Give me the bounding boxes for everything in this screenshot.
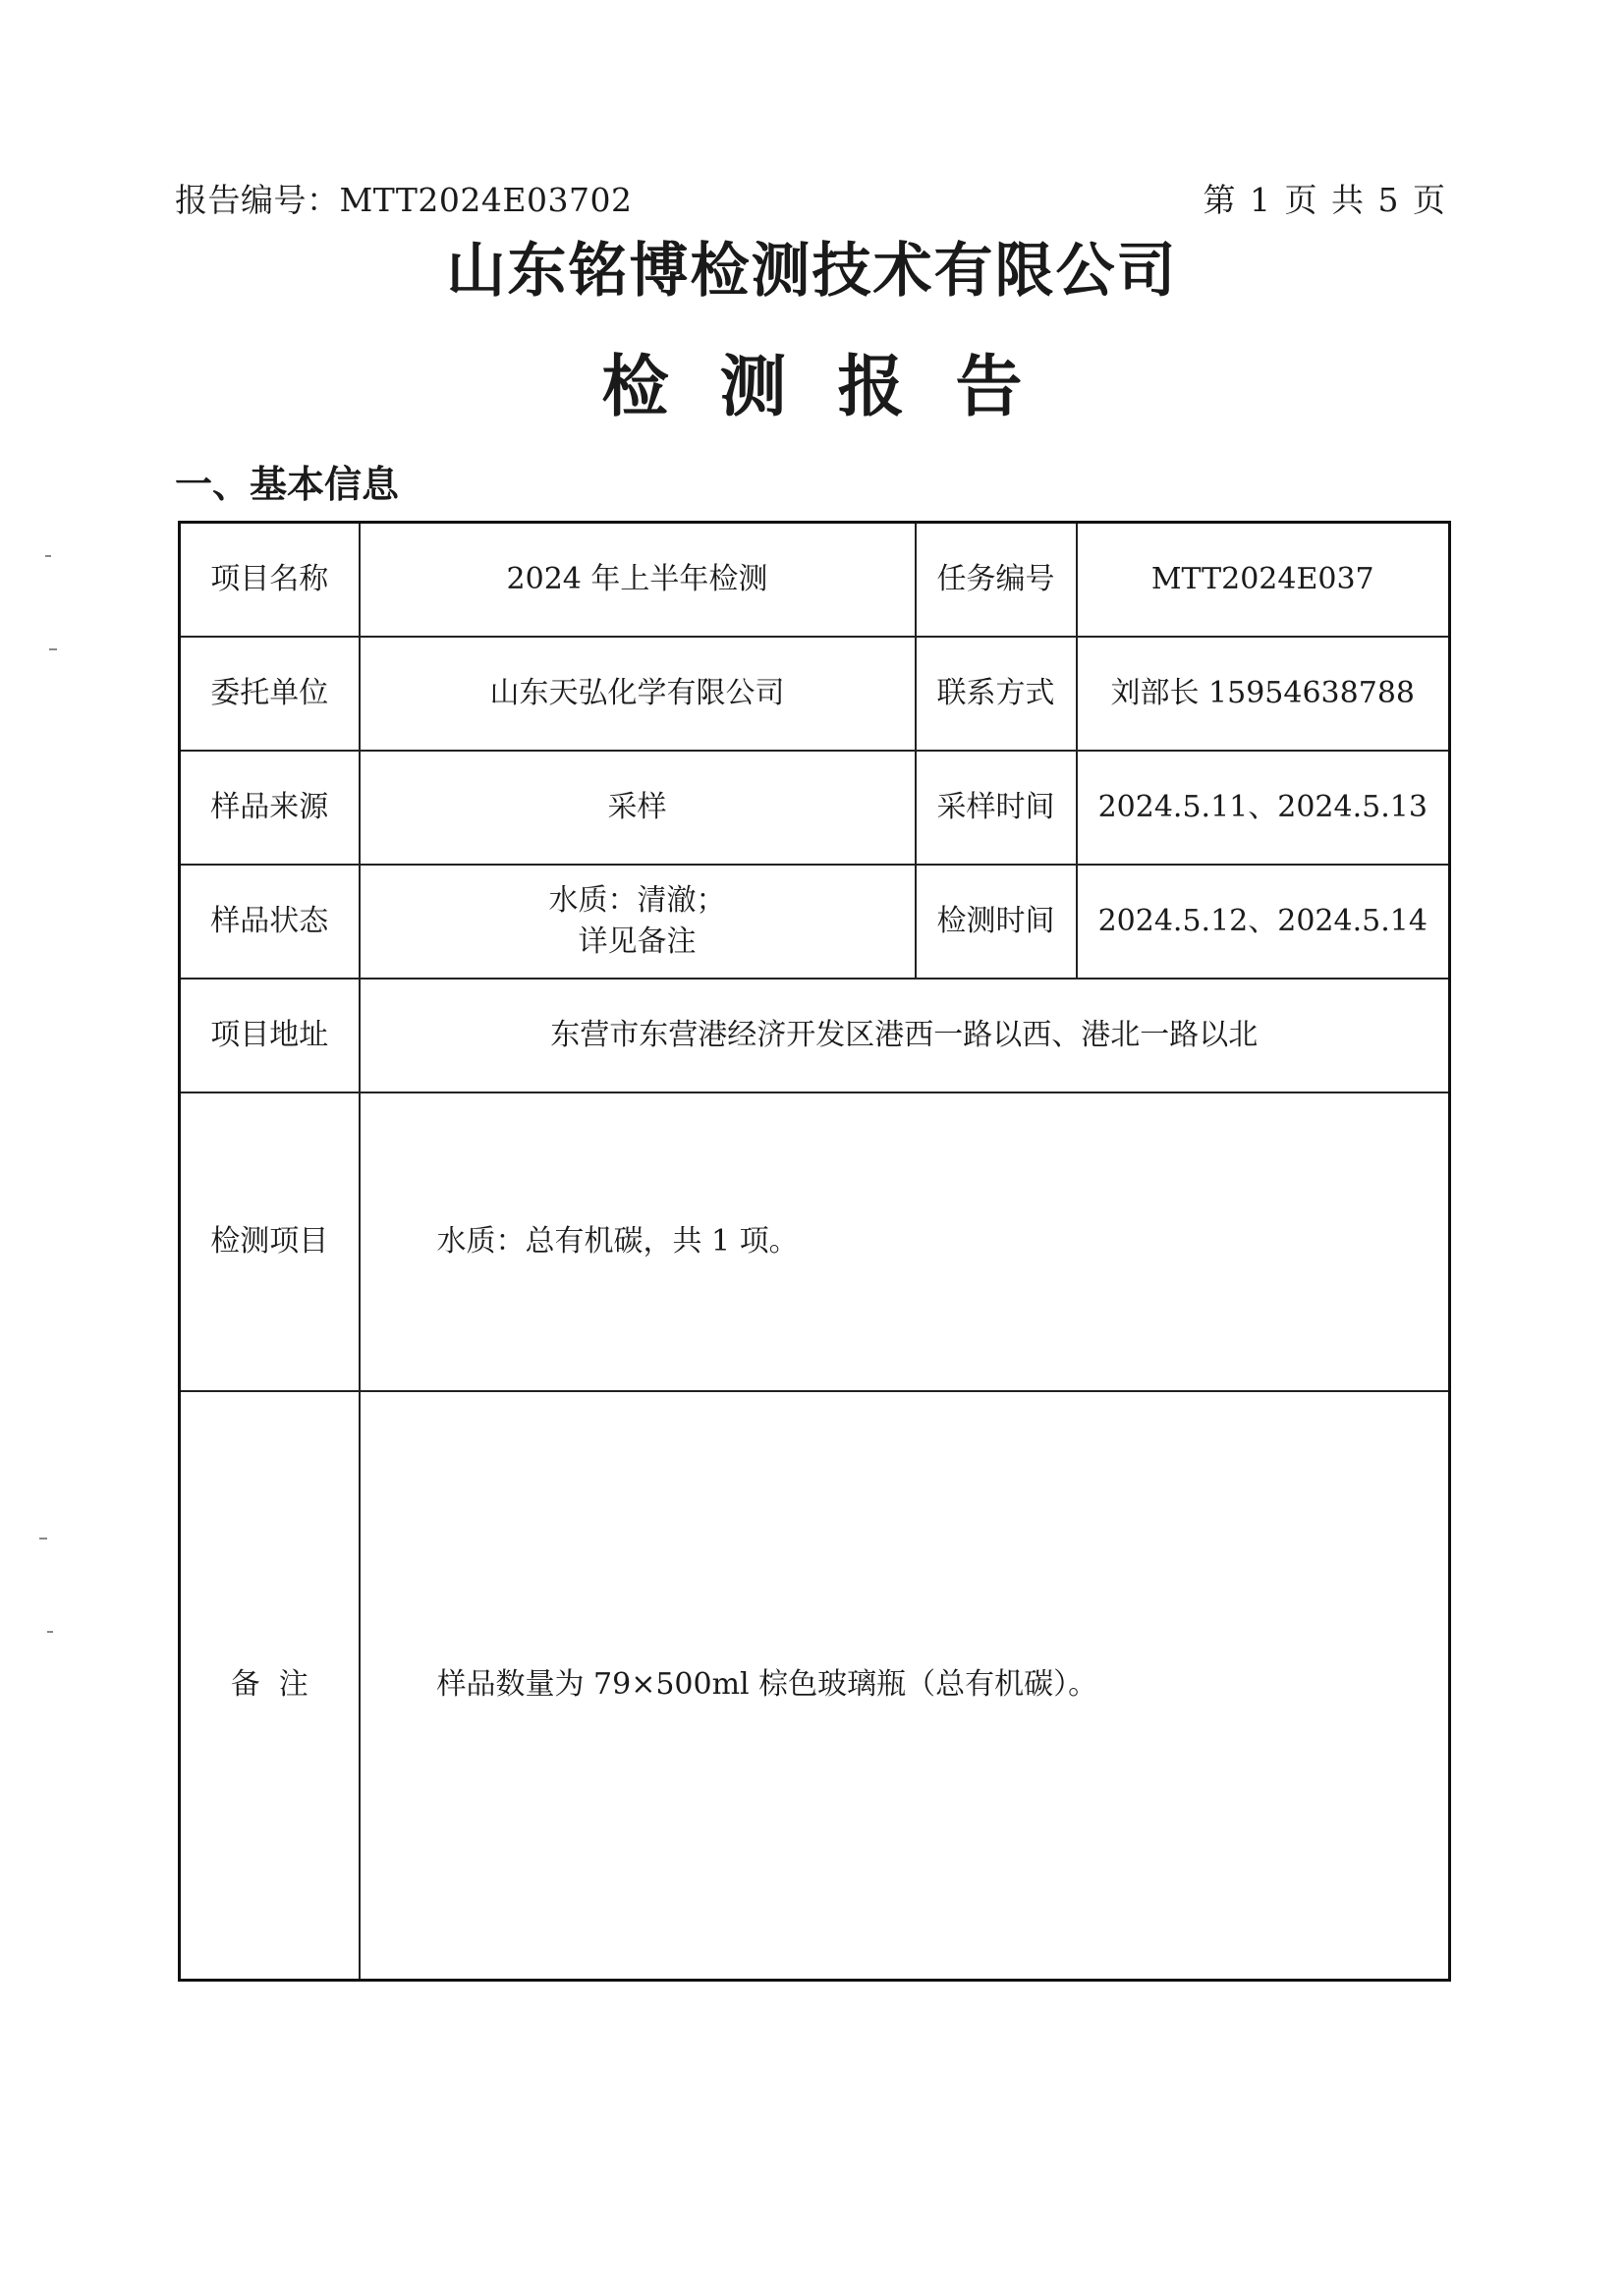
sample-source-label: 样品来源 xyxy=(180,751,360,865)
sample-state-label: 样品状态 xyxy=(180,865,360,979)
row-remarks xyxy=(180,1391,1450,1981)
row-client xyxy=(180,637,1450,751)
sample-source-value: 采样 xyxy=(360,751,916,865)
scan-mark xyxy=(39,1538,47,1540)
sample-state-line2: 详见备注 xyxy=(578,924,697,959)
task-no-value: MTT2024E037 xyxy=(1077,523,1450,637)
contact-value: 刘部长 15954638788 xyxy=(1077,637,1450,751)
basic-info-table xyxy=(178,521,1451,1982)
task-no-label: 任务编号 xyxy=(916,523,1077,637)
address-label: 项目地址 xyxy=(180,979,360,1092)
address-value: 东营市东营港经济开发区港西一路以西、港北一路以北 xyxy=(360,979,1450,1092)
sample-state-value xyxy=(360,865,916,979)
scan-mark xyxy=(49,648,57,650)
row-project-name xyxy=(180,523,1450,637)
scan-mark xyxy=(45,555,51,557)
remarks-value: 样品数量为 79×500ml 棕色玻璃瓶（总有机碳）。 xyxy=(360,1391,1450,1981)
row-sample-state xyxy=(180,865,1450,979)
row-address xyxy=(180,979,1450,1092)
test-time-value: 2024.5.12、2024.5.14 xyxy=(1077,865,1450,979)
project-name-value: 2024 年上半年检测 xyxy=(360,523,916,637)
test-time-label: 检测时间 xyxy=(916,865,1077,979)
sample-state-line1: 水质：清澈； xyxy=(548,882,726,918)
project-name-label: 项目名称 xyxy=(180,523,360,637)
scan-mark xyxy=(47,1631,53,1633)
report-number: 报告编号：MTT2024E03702 xyxy=(175,181,633,219)
company-name: 山东铭博检测技术有限公司 xyxy=(446,237,1178,306)
row-sample-source xyxy=(180,751,1450,865)
test-items-label: 检测项目 xyxy=(180,1092,360,1391)
client-value: 山东天弘化学有限公司 xyxy=(360,637,916,751)
section-title: 一、基本信息 xyxy=(175,463,400,506)
client-label: 委托单位 xyxy=(180,637,360,751)
row-test-items xyxy=(180,1092,1450,1391)
remarks-label: 备 注 xyxy=(180,1391,360,1981)
page-indicator: 第 1 页 共 5 页 xyxy=(1203,181,1447,219)
contact-label: 联系方式 xyxy=(916,637,1077,751)
test-items-value: 水质：总有机碳，共 1 项。 xyxy=(360,1092,1450,1391)
sampling-time-value: 2024.5.11、2024.5.13 xyxy=(1077,751,1450,865)
document-title: 检测报告 xyxy=(601,349,1074,426)
sampling-time-label: 采样时间 xyxy=(916,751,1077,865)
